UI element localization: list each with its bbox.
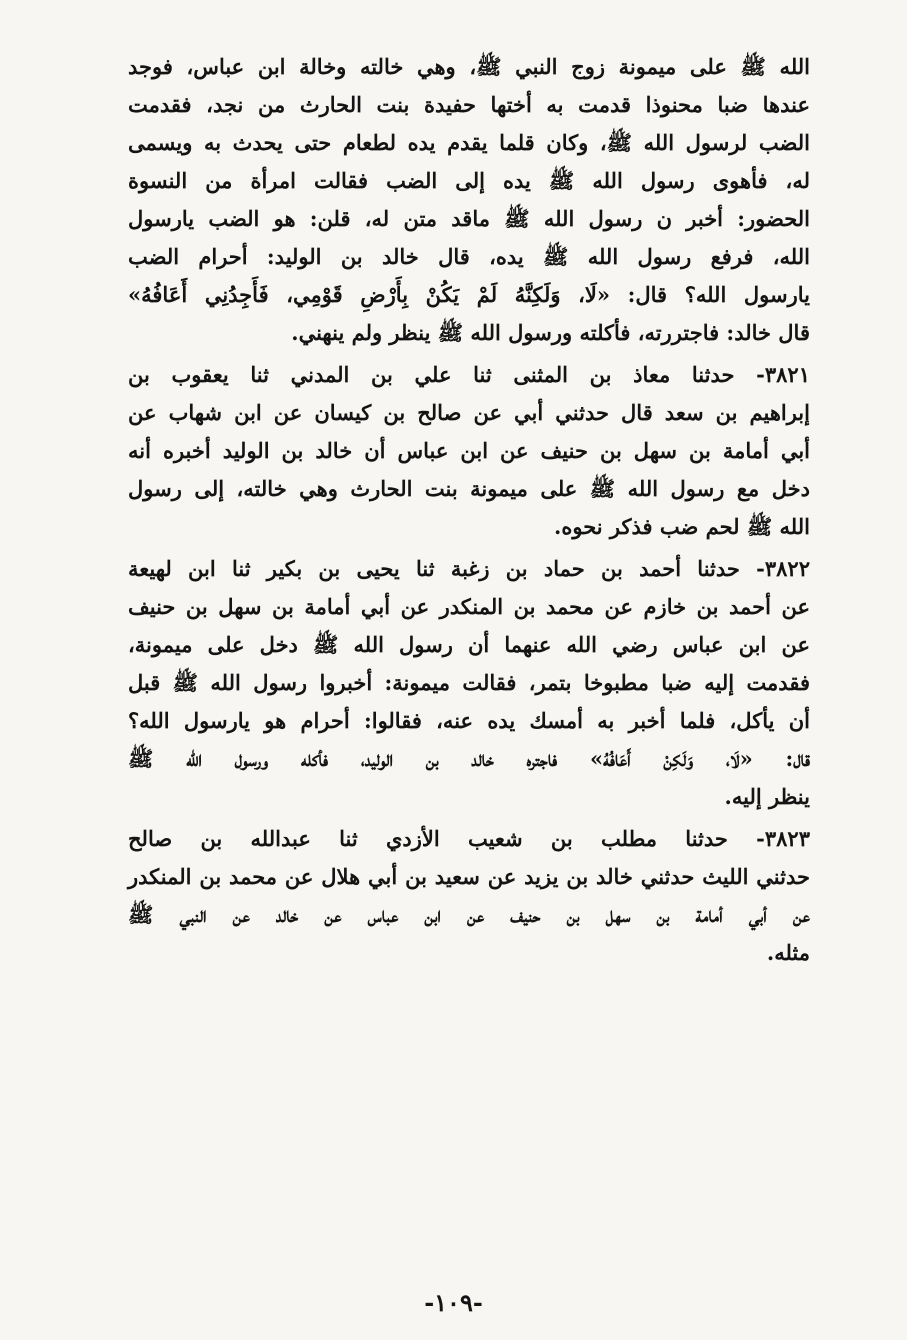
text-line: عن أبي أمامة بن سهل بن حنيف عن ابن عباس عن خالد عن النبي ﷺ — [128, 902, 810, 927]
text-line: الله ﷺ على ميمونة زوج النبي ﷺ، وهي خالته وخالة ابن عباس، فوجد — [128, 54, 810, 79]
text-line: عندها ضبا محنوذا قدمت به أختها حفيدة بنت الحارث من نجد، فقدمت — [128, 92, 810, 117]
text-line: ينظر إليه. — [724, 784, 810, 809]
text-line: فقدمت إليه ضبا مطبوخا بتمر، فقالت ميمونة: أخبروا رسول الله ﷺ قبل — [128, 670, 810, 695]
page-body — [128, 48, 810, 972]
hadith-3821 — [128, 356, 810, 546]
hadith-3822 — [128, 550, 810, 816]
text-line: دخل مع رسول الله ﷺ على ميمونة بنت الحارث وهي خالته، إلى رسول — [128, 476, 810, 501]
text-line: مثله. — [766, 940, 810, 965]
text-line: ٣٨٢١- حدثنا معاذ بن المثنى ثنا علي بن المدني ثنا يعقوب بن — [128, 362, 810, 387]
text-line: قال خالد: فاجتررته، فأكلته ورسول الله ﷺ ينظر ولم ينهني. — [291, 320, 810, 345]
text-line: عن ابن عباس رضي الله عنهما أن رسول الله ﷺ دخل على ميمونة، — [128, 632, 810, 657]
page-number: -١٠٩- — [424, 1288, 483, 1317]
text-line: أبي أمامة بن سهل بن حنيف عن ابن عباس أن خالد بن الوليد أخبره أنه — [128, 438, 810, 463]
text-line: الله ﷺ لحم ضب فذكر نحوه. — [554, 514, 810, 539]
text-line: له، فأهوى رسول الله ﷺ يده إلى الضب فقالت امرأة من النسوة — [128, 168, 810, 193]
text-line: أن يأكل، فلما أخبر به أمسك يده عنه، فقالوا: أحرام هو يارسول الله؟ — [128, 708, 810, 733]
paragraph-continuation — [128, 48, 810, 352]
text-line: ٣٨٢٣- حدثنا مطلب بن شعيب الأزدي ثنا عبدالله بن صالح — [128, 826, 810, 851]
text-line: حدثني الليث حدثني خالد بن يزيد عن سعيد بن أبي هلال عن محمد بن المنكدر — [128, 864, 810, 889]
text-line: يارسول الله؟ قال: «لَا، وَلَكِنَّهُ لَمْ يَكُنْ بِأَرْضِ قَوْمِي، فَأَجِدُنِي أَعَافُهُ» — [128, 282, 810, 307]
text-line: الضب لرسول الله ﷺ، وكان قلما يقدم يده لطعام حتى يحدث به ويسمى — [128, 130, 810, 155]
text-line: الله، فرفع رسول الله ﷺ يده، قال خالد بن الوليد: أحرام الضب — [128, 244, 810, 269]
text-line: قال: «لَا، وَلَكِنْ أَعَافُهُ» فاجتره خالد بن الوليد، فأكله ورسول الله ﷺ — [128, 746, 810, 771]
text-line: الحضور: أخبر ن رسول الله ﷺ ماقد متن له، قلن: هو الضب يارسول — [128, 206, 810, 231]
text-line: ٣٨٢٢- حدثنا أحمد بن حماد بن زغبة ثنا يحيى بن بكير ثنا ابن لهيعة — [128, 556, 810, 581]
text-line: إبراهيم بن سعد قال حدثني أبي عن صالح بن كيسان عن ابن شهاب عن — [128, 400, 810, 425]
hadith-3823 — [128, 820, 810, 972]
text-line: عن أحمد بن خازم عن محمد بن المنكدر عن أبي أمامة بن سهل بن حنيف — [128, 594, 810, 619]
